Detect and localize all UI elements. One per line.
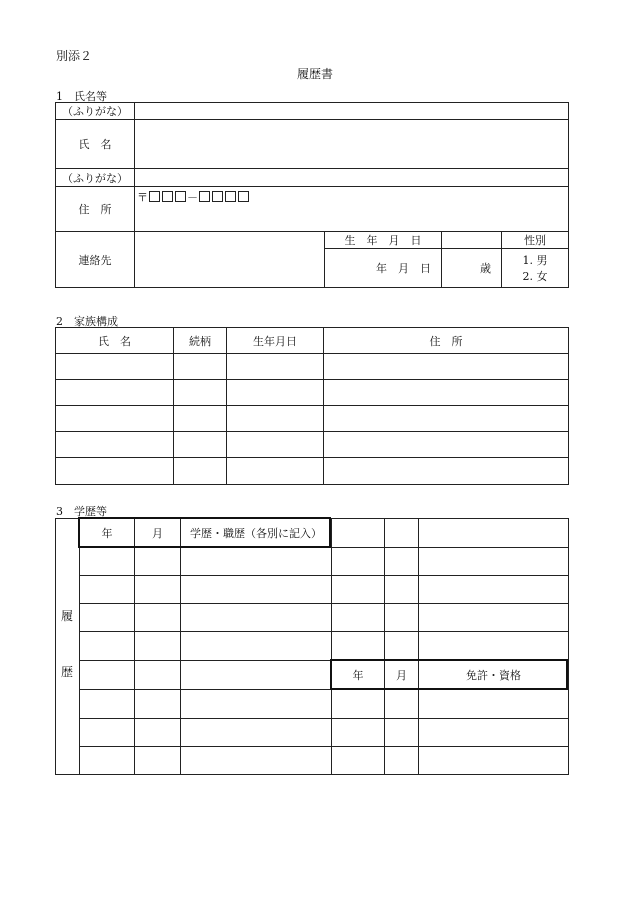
gender-options[interactable] (502, 249, 569, 288)
family-name-cell[interactable] (56, 354, 174, 380)
blank-cell (385, 604, 419, 632)
blank-cell (385, 548, 419, 576)
family-address-cell[interactable] (324, 354, 569, 380)
license-title-cell[interactable] (419, 747, 569, 775)
license-month-cell[interactable] (385, 690, 419, 719)
table-row (56, 354, 569, 380)
contact-field[interactable] (135, 232, 325, 288)
table-row (56, 548, 569, 576)
name-furigana-field[interactable] (135, 103, 569, 120)
license-header-year: 年 (332, 661, 385, 690)
gender-label: 性別 (502, 232, 569, 249)
name-field[interactable] (135, 120, 569, 169)
family-header-address: 住 所 (324, 328, 569, 354)
family-table (55, 327, 569, 485)
gender-option-female[interactable]: 2. 女 (522, 270, 548, 283)
postal-digit-box (149, 191, 160, 202)
license-header-title: 免許・資格 (419, 661, 569, 690)
postal-digit-box (212, 191, 223, 202)
family-birthdate-cell[interactable] (227, 406, 324, 432)
edu-year-cell[interactable] (80, 604, 135, 632)
table-row (56, 458, 569, 485)
contact-label: 連絡先 (56, 232, 135, 288)
license-month-cell[interactable] (385, 747, 419, 775)
family-address-cell[interactable] (324, 380, 569, 406)
license-month-cell[interactable] (385, 719, 419, 747)
license-header-month: 月 (385, 661, 419, 690)
edu-history-cell[interactable] (181, 604, 332, 632)
history-side-cell (56, 519, 80, 775)
table-row (56, 604, 569, 632)
edu-year-cell[interactable] (80, 747, 135, 775)
table-row (56, 719, 569, 747)
family-birthdate-cell[interactable] (227, 354, 324, 380)
blank-cell (332, 604, 385, 632)
blank-cell (419, 576, 569, 604)
family-header-name: 氏 名 (56, 328, 174, 354)
edu-year-cell[interactable] (80, 661, 135, 690)
blank-cell (332, 576, 385, 604)
birthdate-label: 生 年 月 日 (325, 232, 442, 249)
edu-header-year: 年 (80, 519, 135, 548)
address-furigana-label: （ふりがな） (56, 169, 135, 187)
blank-cell (419, 548, 569, 576)
edu-history-cell[interactable] (181, 690, 332, 719)
address-furigana-field[interactable] (135, 169, 569, 187)
edu-year-cell[interactable] (80, 632, 135, 661)
family-name-cell[interactable] (56, 458, 174, 485)
family-name-cell[interactable] (56, 380, 174, 406)
family-relation-cell[interactable] (174, 458, 227, 485)
family-header-birthdate: 生年月日 (227, 328, 324, 354)
blank-cell (419, 519, 569, 548)
license-title-cell[interactable] (419, 719, 569, 747)
age-header-cell (442, 232, 502, 249)
table-row (56, 432, 569, 458)
family-relation-cell[interactable] (174, 406, 227, 432)
blank-cell (332, 632, 385, 661)
family-address-cell[interactable] (324, 406, 569, 432)
license-year-cell[interactable] (332, 747, 385, 775)
table-row (56, 690, 569, 719)
section1-heading: 1 氏名等 (56, 90, 107, 103)
license-year-cell[interactable] (332, 719, 385, 747)
license-title-cell[interactable] (419, 690, 569, 719)
gender-option-male[interactable]: 1. 男 (522, 254, 548, 267)
edu-month-cell[interactable] (135, 548, 181, 576)
table-row (56, 661, 569, 690)
edu-history-cell[interactable] (181, 632, 332, 661)
history-side-label-2: 歴 (61, 665, 74, 679)
postal-digit-box (225, 191, 236, 202)
table-row (56, 747, 569, 775)
family-name-cell[interactable] (56, 432, 174, 458)
address-field[interactable] (135, 187, 569, 232)
edu-header-history: 学歴・職歴（各別に記入） (181, 519, 332, 548)
family-relation-cell[interactable] (174, 380, 227, 406)
edu-month-cell[interactable] (135, 719, 181, 747)
postal-mark: 〒 (137, 191, 148, 204)
family-address-cell[interactable] (324, 458, 569, 485)
family-address-cell[interactable] (324, 432, 569, 458)
blank-cell (385, 632, 419, 661)
family-birthdate-cell[interactable] (227, 432, 324, 458)
blank-cell (385, 519, 419, 548)
postal-digit-box (162, 191, 173, 202)
blank-cell (332, 548, 385, 576)
edu-year-cell[interactable] (80, 576, 135, 604)
table-row (56, 406, 569, 432)
edu-history-cell[interactable] (181, 719, 332, 747)
edu-month-cell[interactable] (135, 632, 181, 661)
section3-heading: 3 学歴等 (56, 505, 107, 518)
postal-digit-box (175, 191, 186, 202)
name-label: 氏 名 (56, 120, 135, 169)
address-label: 住 所 (56, 187, 135, 232)
blank-cell (419, 632, 569, 661)
history-side-label-1: 履 (61, 609, 74, 623)
edu-month-cell[interactable] (135, 576, 181, 604)
furigana-label: （ふりがな） (56, 103, 135, 120)
edu-month-cell[interactable] (135, 747, 181, 775)
attachment-label: 別添２ (56, 49, 93, 63)
family-birthdate-cell[interactable] (227, 380, 324, 406)
edu-history-cell[interactable] (181, 576, 332, 604)
edu-year-cell[interactable] (80, 690, 135, 719)
edu-month-cell[interactable] (135, 690, 181, 719)
personal-info-table (55, 102, 569, 288)
edu-month-cell[interactable] (135, 604, 181, 632)
postal-dash: － (187, 191, 198, 204)
edu-history-cell[interactable] (181, 661, 332, 690)
edu-month-cell[interactable] (135, 661, 181, 690)
edu-year-cell[interactable] (80, 719, 135, 747)
blank-cell (419, 604, 569, 632)
blank-cell (332, 519, 385, 548)
family-name-cell[interactable] (56, 406, 174, 432)
postal-digit-box (199, 191, 210, 202)
family-relation-cell[interactable] (174, 432, 227, 458)
edu-header-month: 月 (135, 519, 181, 548)
birthdate-field[interactable]: 年 月 日 (325, 249, 442, 288)
document-title: 履歴書 (296, 67, 333, 81)
section2-heading: 2 家族構成 (56, 315, 118, 328)
edu-history-cell[interactable] (181, 548, 332, 576)
license-year-cell[interactable] (332, 690, 385, 719)
age-field[interactable]: 歳 (442, 249, 502, 288)
family-relation-cell[interactable] (174, 354, 227, 380)
history-table (55, 518, 569, 775)
table-row (56, 632, 569, 661)
postal-digit-box (238, 191, 249, 202)
table-row (56, 380, 569, 406)
edu-year-cell[interactable] (80, 548, 135, 576)
table-row (56, 576, 569, 604)
edu-history-cell[interactable] (181, 747, 332, 775)
family-header-relation: 続柄 (174, 328, 227, 354)
family-birthdate-cell[interactable] (227, 458, 324, 485)
blank-cell (385, 576, 419, 604)
